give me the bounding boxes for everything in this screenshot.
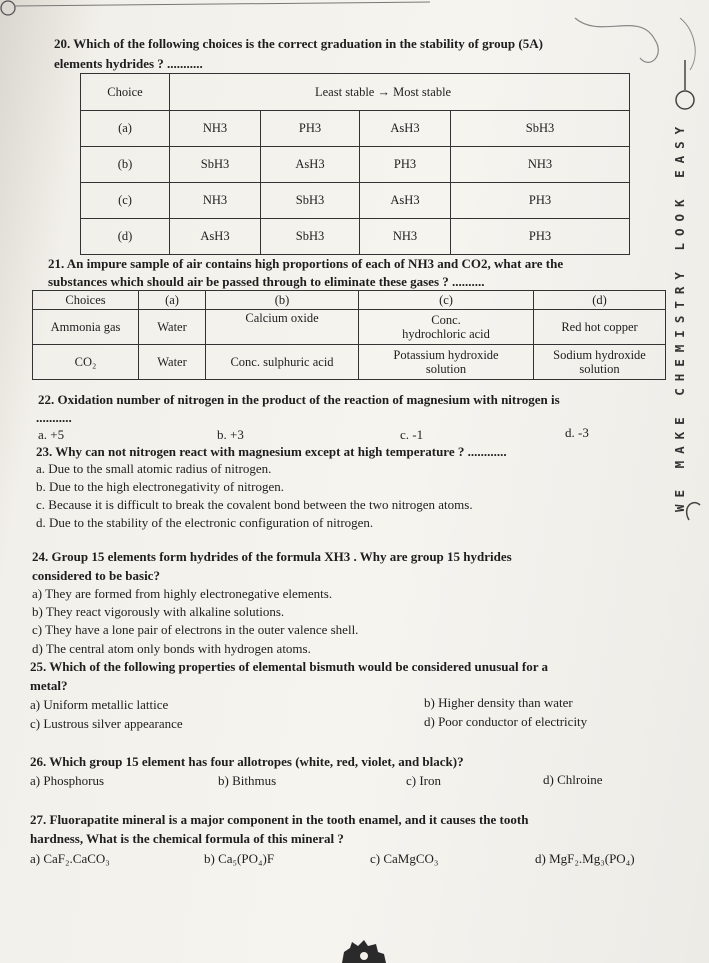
q22-option-c: c. -1 <box>400 427 424 442</box>
q23-option-d: d. Due to the stability of the electronic configuration of nitrogen. <box>36 515 374 530</box>
q22-option-a: a. +5 <box>38 427 65 442</box>
cell: SbH3 <box>261 219 360 255</box>
q22-option-d: d. -3 <box>565 425 589 440</box>
table-row <box>33 310 666 345</box>
table-row <box>81 111 630 147</box>
cell: Red hot copper <box>534 310 666 345</box>
q22-option-b: b. +3 <box>217 427 244 442</box>
table-row <box>81 219 630 255</box>
q23-question: 23. Why can not nitrogen react with magnesium except at high temperature ? ............ <box>36 444 507 459</box>
q27-option-c: c) CaMgCO₃ <box>370 851 439 866</box>
cell: AsH3 <box>261 147 360 183</box>
header-order: Least stable → Most stable <box>170 74 630 111</box>
cell: NH3 <box>170 111 261 147</box>
cell-line: Sodium hydroxide <box>553 348 646 362</box>
cell <box>359 345 534 380</box>
q25-option-a: a) Uniform metallic lattice <box>30 697 169 712</box>
cell-line: Potassium hydroxide <box>393 348 499 362</box>
q23-option-b: b. Due to the high electronegativity of nitrogen. <box>36 479 285 494</box>
q21-line1: 21. An impure sample of air contains high proportions of each of NH3 and CO2, what are the <box>48 256 564 271</box>
q24-option-c: c) They have a lone pair of electrons in the outer valence shell. <box>32 622 359 637</box>
q27-option-a: a) CaF₂.CaCO₃ <box>30 851 110 866</box>
q27-option-b: b) Ca₅(PO₄)F <box>204 851 275 866</box>
cell: Water <box>139 310 206 345</box>
cell: PH3 <box>451 183 630 219</box>
header-cell: (b) <box>206 291 359 310</box>
q25-line1: 25. Which of the following properties of elemental bismuth would be considered unusual for a <box>30 659 548 674</box>
row-choice: (c) <box>81 183 170 219</box>
q24-option-d: d) The central atom only bonds with hydrogen atoms. <box>32 641 311 656</box>
q26-option-a: a) Phosphorus <box>30 773 105 788</box>
cell: Conc. sulphuric acid <box>206 345 359 380</box>
header-cell: (a) <box>139 291 206 310</box>
q23-option-c: c. Because it is difficult to break the covalent bond between the two nitrogen atoms. <box>36 497 473 512</box>
cell: Calcium oxide <box>206 310 359 345</box>
cell: PH3 <box>451 219 630 255</box>
q24-option-a: a) They are formed from highly electronegative elements. <box>32 586 333 601</box>
row-choice: (a) <box>81 111 170 147</box>
q20-table <box>80 73 630 255</box>
q22-line1: 22. Oxidation number of nitrogen in the product of the reaction of magnesium with nitrogen is <box>38 392 560 407</box>
cell-line: solution <box>425 362 467 376</box>
cell-line: solution <box>579 362 620 376</box>
header-cell: (c) <box>359 291 534 310</box>
cell: Ammonia gas <box>33 310 139 345</box>
cell: Water <box>139 345 206 380</box>
q26-option-b: b) Bithmus <box>218 773 277 788</box>
sidebar-slogan: WE MAKE CHEMISTRY LOOK EASY <box>672 119 687 512</box>
table-row <box>81 183 630 219</box>
row-choice: (d) <box>81 219 170 255</box>
cell: PH3 <box>360 147 451 183</box>
q24-option-b: b) They react vigorously with alkaline solutions. <box>32 604 285 619</box>
q24-line2: considered to be basic? <box>32 568 160 583</box>
q26-option-c: c) Iron <box>406 773 442 788</box>
cell: NH3 <box>170 183 261 219</box>
cell: AsH3 <box>360 183 451 219</box>
q27-line1: 27. Fluorapatite mineral is a major component in the tooth enamel, and it causes the tooth <box>30 812 529 827</box>
cell: NH3 <box>360 219 451 255</box>
cell: SbH3 <box>170 147 261 183</box>
cell <box>534 345 666 380</box>
q21-line2: substances which should air be passed through to eliminate these gases ? .......... <box>48 274 485 289</box>
cell-line: hydrochloric acid <box>402 327 490 341</box>
q25-option-d: d) Poor conductor of electricity <box>424 714 588 729</box>
q25-option-b: b) Higher density than water <box>424 695 573 710</box>
cell: AsH3 <box>170 219 261 255</box>
q26-question: 26. Which group 15 element has four allotropes (white, red, violet, and black)? <box>30 754 464 769</box>
cell: NH3 <box>451 147 630 183</box>
q27-line2: hardness, What is the chemical formula of this mineral ? <box>30 831 344 846</box>
q23-option-a: a. Due to the small atomic radius of nitrogen. <box>36 461 272 476</box>
header-choice: Choice <box>81 74 170 111</box>
q21-table <box>32 290 666 380</box>
table-row <box>81 147 630 183</box>
cell-line: Conc. <box>431 313 461 327</box>
q20-line2: elements hydrides ? ........... <box>54 56 203 71</box>
q22-line2: ........... <box>36 410 72 425</box>
q21-table-header <box>33 291 666 310</box>
gear-logo-icon <box>338 938 388 963</box>
q26-option-d: d) Chlroine <box>543 772 603 787</box>
cell: SbH3 <box>451 111 630 147</box>
cell <box>359 310 534 345</box>
cell: PH3 <box>261 111 360 147</box>
q27-option-d: d) MgF₂.Mg₃(PO₄) <box>535 851 635 866</box>
q25-option-c: c) Lustrous silver appearance <box>30 716 183 731</box>
cell: SbH3 <box>261 183 360 219</box>
cell: AsH3 <box>360 111 451 147</box>
q24-line1: 24. Group 15 elements form hydrides of the formula XH3 . Why are group 15 hydrides <box>32 549 512 564</box>
header-cell: (d) <box>534 291 666 310</box>
header-cell: Choices <box>33 291 139 310</box>
row-choice: (b) <box>81 147 170 183</box>
cell: CO₂ <box>33 345 139 380</box>
table-row <box>33 345 666 380</box>
q20-line1: 20. Which of the following choices is the correct graduation in the stability of group (5A) <box>54 36 543 51</box>
q25-line2: metal? <box>30 678 68 693</box>
q20-table-header <box>81 74 630 111</box>
